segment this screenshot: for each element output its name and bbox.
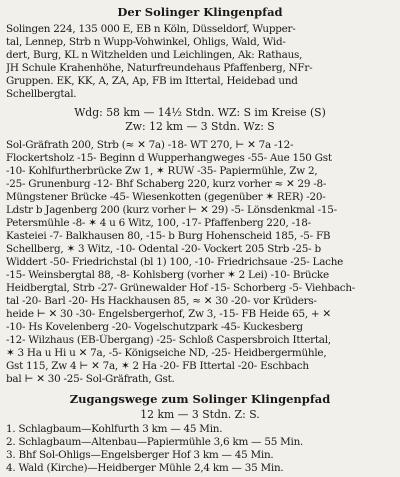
wdg-line: Wdg: 58 km — 14½ Stdn. WZ: S im Kreise (S)	[74, 106, 326, 119]
route-line-15: -10- Hs Kovelenberg -20- Vogelschutzpark -45- Kuckesberg	[6, 321, 303, 333]
intro-line-5: Gruppen. EK, KK, A, ZA, Ap, FB im Ittertal, Heidebad und	[6, 75, 298, 87]
route-line-1: Sol-Gräfrath 200, Strb (≈ ✕ 7a) -18- WT 270, ⊢ ✕ 7a -12-	[6, 139, 294, 151]
access-summary: 12 km — 3 Stdn. Z: S.	[140, 408, 260, 421]
route-line-2: Flockertsholz -15- Beginn d Wupperhangweges -55- Aue 150 Gst	[6, 152, 332, 164]
page-title: Der Solinger Klingenpfad	[117, 5, 283, 19]
route-line-6: Ldstr b Jagenberg 200 (kurz vorher ⊢ ✕ 29) -5- Lönsdenkmal -15-	[6, 204, 337, 216]
route-line-14: heide ⊢ ✕ 30 -30- Engelsbergerhof, Zw 3, -15- FB Heide 65, + ✕	[6, 308, 331, 320]
route-line-7: Petersmühle -8- ✶ 4 u 6 Witz, 100, -17- Pfaffenberg 220, -18-	[6, 217, 311, 229]
route-line-5: Müngstener Brücke -45- Wiesenkotten (gegenüber ✶ RER) -20-	[6, 191, 326, 203]
route-line-12: Heidbergtal, Strb -27- Grünewalder Hof -15- Schorberg -5- Viehbach-	[6, 282, 356, 294]
access-item-2: 2. Schlagbaum—Altenbau—Papiermühle 3,6 km — 55 Min.	[6, 436, 304, 448]
route-line-4: -25- Grunenburg -12- Bhf Schaberg 220, kurz vorher ≈ ✕ 29 -8-	[6, 178, 327, 190]
intro-line-4: JH Schule Krahenhöhe, Naturfreundehaus Pfaffenberg, NFr-	[6, 62, 313, 74]
route-line-3: -10- Kohlfurtherbrücke Zw 1, ✶ RUW -35- Papiermühle, Zw 2,	[6, 165, 318, 177]
intro-line-1: Solingen 224, 135 000 E, EB n Köln, Düsseldorf, Wupper-	[6, 23, 296, 35]
zw-line: Zw: 12 km — 3 Stdn. Wz: S	[125, 120, 275, 133]
access-item-4: 4. Wald (Kirche)—Heidberger Mühle 2,4 km — 35 Min.	[6, 462, 284, 474]
access-item-3: 3. Bhf Sol-Ohligs—Engelsberger Hof 3 km — 45 Min.	[6, 449, 274, 461]
intro-line-2: tal, Lennep, Strb n Wupp-Vohwinkel, Ohligs, Wald, Wid-	[6, 36, 286, 48]
intro-line-3: dert, Burg, KL n Witzhelden und Leichlingen, Ak: Rathaus,	[6, 49, 303, 61]
route-line-11: -15- Weinsbergtal 88, -8- Kohlsberg (vorher ✶ 2 Lei) -10- Brücke	[6, 269, 329, 281]
route-line-10: Widdert -50- Friedrichstal (bl 1) 100, -10- Friedrichsaue -25- Lache	[6, 256, 344, 268]
route-line-19: bal ⊢ ✕ 30 -25- Sol-Gräfrath, Gst.	[6, 373, 175, 385]
route-line-13: tal -20- Barl -20- Hs Hackhausen 85, ≈ ✕ 30 -20- vor Krüders-	[6, 295, 317, 307]
route-line-8: Kasteiei -7- Balkhausen 80, -15- b Burg Hohenscheid 185, -5- FB	[6, 230, 331, 242]
route-line-16: -12- Wilzhaus (EB-Übergang) -25- Schloß Caspersbroich Ittertal,	[6, 334, 331, 346]
access-title: Zugangswege zum Solinger Klingenpfad	[69, 392, 331, 406]
route-line-18: Gst 115, Zw 4 ⊢ ✕ 7a, ✶ 2 Ha -20- FB Ittertal -20- Eschbach	[6, 360, 309, 372]
intro-line-6: Schellbergtal.	[6, 88, 77, 100]
route-line-9: Schellberg, ✶ 3 Witz, -10- Odental -20- Vockert 205 Strb -25- b	[6, 243, 321, 255]
access-item-1: 1. Schlagbaum—Kohlfurth 3 km — 45 Min.	[6, 423, 223, 435]
route-line-17: ✶ 3 Ha u Hi u ✕ 7a, -5- Königseiche ND, -25- Heidbergermühle,	[6, 347, 327, 359]
